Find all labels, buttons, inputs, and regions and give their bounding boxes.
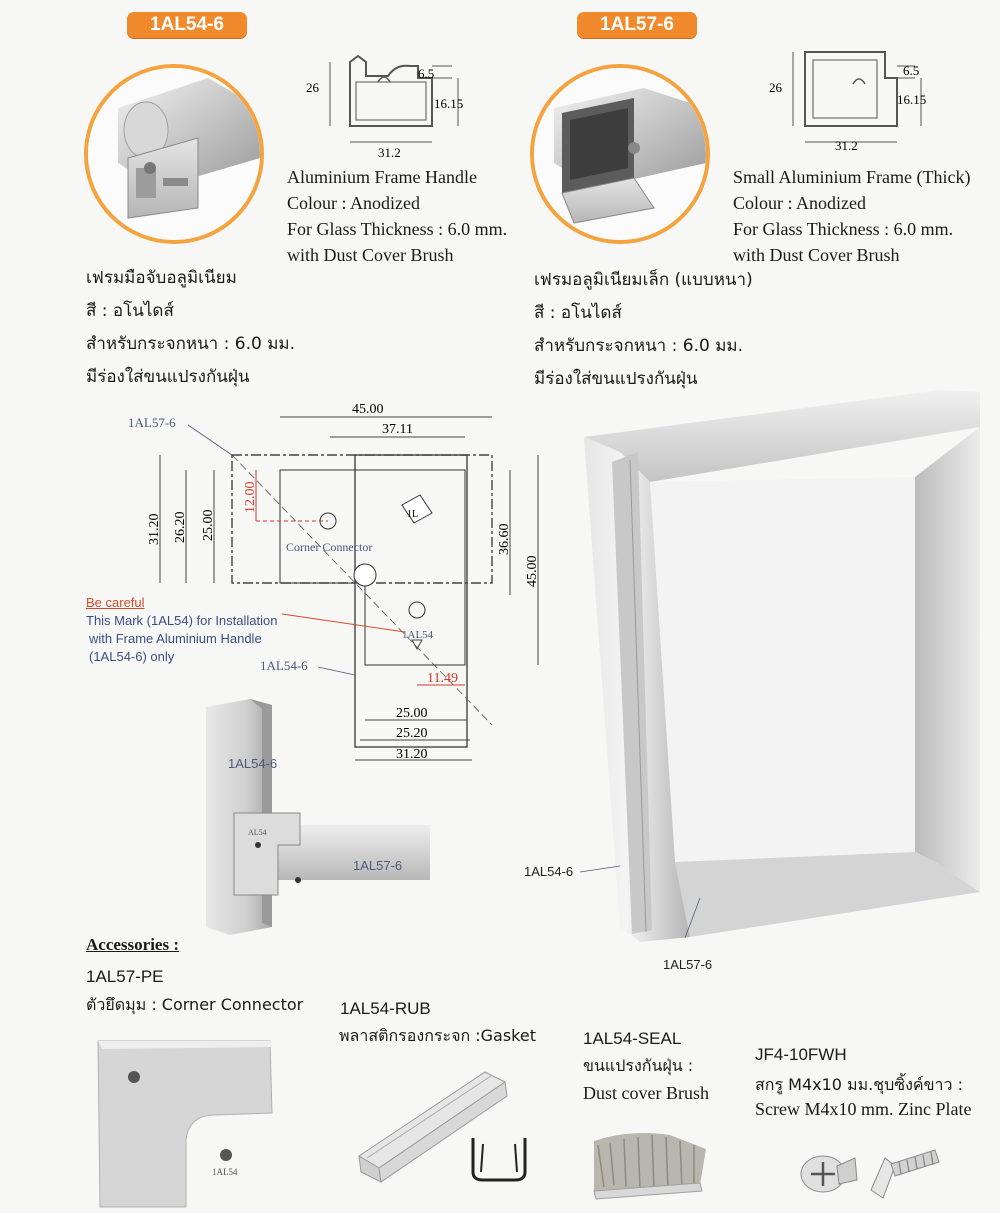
th-line: มีร่องใส่ขนแปรงกันฝุ่น: [534, 369, 698, 389]
profile-section-1al54-6: [300, 44, 485, 164]
dim-height-label: 26: [769, 80, 782, 95]
accessory-code-1al57-pe: 1AL57-PE: [86, 967, 164, 986]
drawing-label-1al54: 1AL54-6: [260, 658, 308, 673]
profile-section-1al57-6: [765, 44, 950, 164]
frame-label-1al57: 1AL57-6: [663, 957, 713, 972]
th-line: สำหรับกระจกหนา : 6.0 มม.: [86, 334, 296, 354]
corner-photo-label-1al54: 1AL54-6: [228, 756, 278, 771]
connector-stamp: 1AL54: [212, 1167, 238, 1177]
svg-text:1L: 1L: [407, 509, 419, 520]
installation-note: [86, 594, 277, 666]
svg-text:AL54: AL54: [248, 828, 267, 837]
dim-31-20-bottom: 31.20: [396, 747, 428, 762]
aluminium-profile-render: [534, 68, 706, 240]
en-line: Colour : Anodized: [287, 193, 420, 213]
dim-26-left: 26.20: [173, 511, 188, 543]
aluminium-profile-render: [88, 68, 260, 240]
dim-11: 11.49: [427, 671, 458, 686]
accessory-desc: พลาสติกรองกระจก :Gasket: [339, 1026, 536, 1045]
product-th-description-1al54-6: [86, 262, 295, 394]
dim-top-label: 6.5: [903, 63, 920, 78]
en-line: For Glass Thickness : 6.0 mm.: [733, 219, 954, 239]
note-title: Be careful: [86, 595, 145, 610]
dim-45-right: 45.00: [525, 555, 540, 587]
product-badge-1al54-6: 1AL54-6: [127, 12, 247, 38]
dim-right-label: 16.15: [434, 96, 464, 111]
th-line: สำหรับกระจกหนา : 6.0 มม.: [534, 336, 744, 356]
th-line: มีร่องใส่ขนแปรงกันฝุ่น: [86, 367, 250, 387]
corner-connector-photo: [94, 1035, 279, 1210]
corner-photo-label-1al57: 1AL57-6: [353, 858, 403, 873]
dim-top-label: 6.5: [418, 66, 435, 81]
dim-36: 36.60: [497, 523, 512, 555]
accessory-desc: Dust cover Brush: [583, 1083, 709, 1103]
dim-height-label: 26: [306, 80, 319, 95]
dim-12: 12.00: [243, 481, 258, 513]
th-line: เฟรมมือจับอลูมิเนียม: [86, 268, 237, 288]
frame-leader-lines: [580, 858, 730, 948]
product-photo-1al57-6: [530, 64, 710, 244]
drawing-label-1al57: 1AL57-6: [128, 415, 176, 430]
dim-25-left: 25.00: [201, 509, 216, 541]
dim-31-left: 31.20: [147, 513, 162, 545]
accessory-desc: สกรู M4x10 มม.ชุบซิ้งค์ขาว :: [755, 1075, 963, 1094]
en-line: with Dust Cover Brush: [287, 245, 454, 265]
th-line: สี : อโนไดส์: [86, 301, 174, 321]
dust-brush-photo: [590, 1125, 710, 1200]
accessory-desc: ขนแปรงกันฝุ่น :: [583, 1056, 694, 1075]
product-en-description-1al57-6: [733, 164, 970, 268]
product-en-description-1al54-6: [287, 164, 507, 268]
dim-25-20-bottom: 25.20: [396, 726, 428, 741]
note-line: with Frame Aluminium Handle: [89, 631, 262, 646]
mark-label: 1AL54: [402, 629, 434, 641]
accessory-desc: Screw M4x10 mm. Zinc Plate: [755, 1099, 972, 1119]
dim-25-bottom: 25.00: [396, 706, 428, 721]
en-line: Colour : Anodized: [733, 193, 866, 213]
en-line: Aluminium Frame Handle: [287, 167, 477, 187]
en-line: Small Aluminium Frame (Thick): [733, 167, 971, 187]
accessory-code-1al54-rub: 1AL54-RUB: [340, 999, 431, 1018]
dim-width-label: 31.2: [835, 138, 858, 153]
product-th-description-1al57-6: [534, 264, 753, 396]
dim-right-label: 16.15: [897, 92, 927, 107]
corner-connector-label: Corner Connector: [286, 540, 373, 554]
en-line: For Glass Thickness : 6.0 mm.: [287, 219, 508, 239]
th-line: เฟรมอลูมิเนียมเล็ก (แบบหนา): [534, 270, 753, 290]
frame-label-1al54: 1AL54-6: [524, 864, 574, 879]
product-badge-1al57-6: 1AL57-6: [577, 12, 697, 38]
product-photo-1al54-6: [84, 64, 264, 244]
note-leader: [280, 612, 410, 642]
accessory-code-1al54-seal: 1AL54-SEAL: [583, 1029, 682, 1048]
accessories-heading: Accessories :: [86, 935, 179, 954]
gasket-photo: [355, 1060, 555, 1190]
corner-assembly-photo: [200, 695, 430, 940]
note-line: (1AL54-6) only: [89, 649, 175, 664]
en-line: with Dust Cover Brush: [733, 245, 900, 265]
dim-width-label: 31.2: [378, 145, 401, 160]
accessory-code-jf4-10fwh: JF4-10FWH: [755, 1045, 847, 1064]
dim-37: 37.11: [382, 422, 413, 437]
th-line: สี : อโนไดส์: [534, 303, 622, 323]
screw-photo: [795, 1140, 945, 1210]
dim-45-top: 45.00: [352, 402, 384, 417]
accessory-desc: ตัวยึดมุม : Corner Connector: [86, 995, 304, 1014]
note-line: This Mark (1AL54) for Installation: [86, 613, 278, 628]
